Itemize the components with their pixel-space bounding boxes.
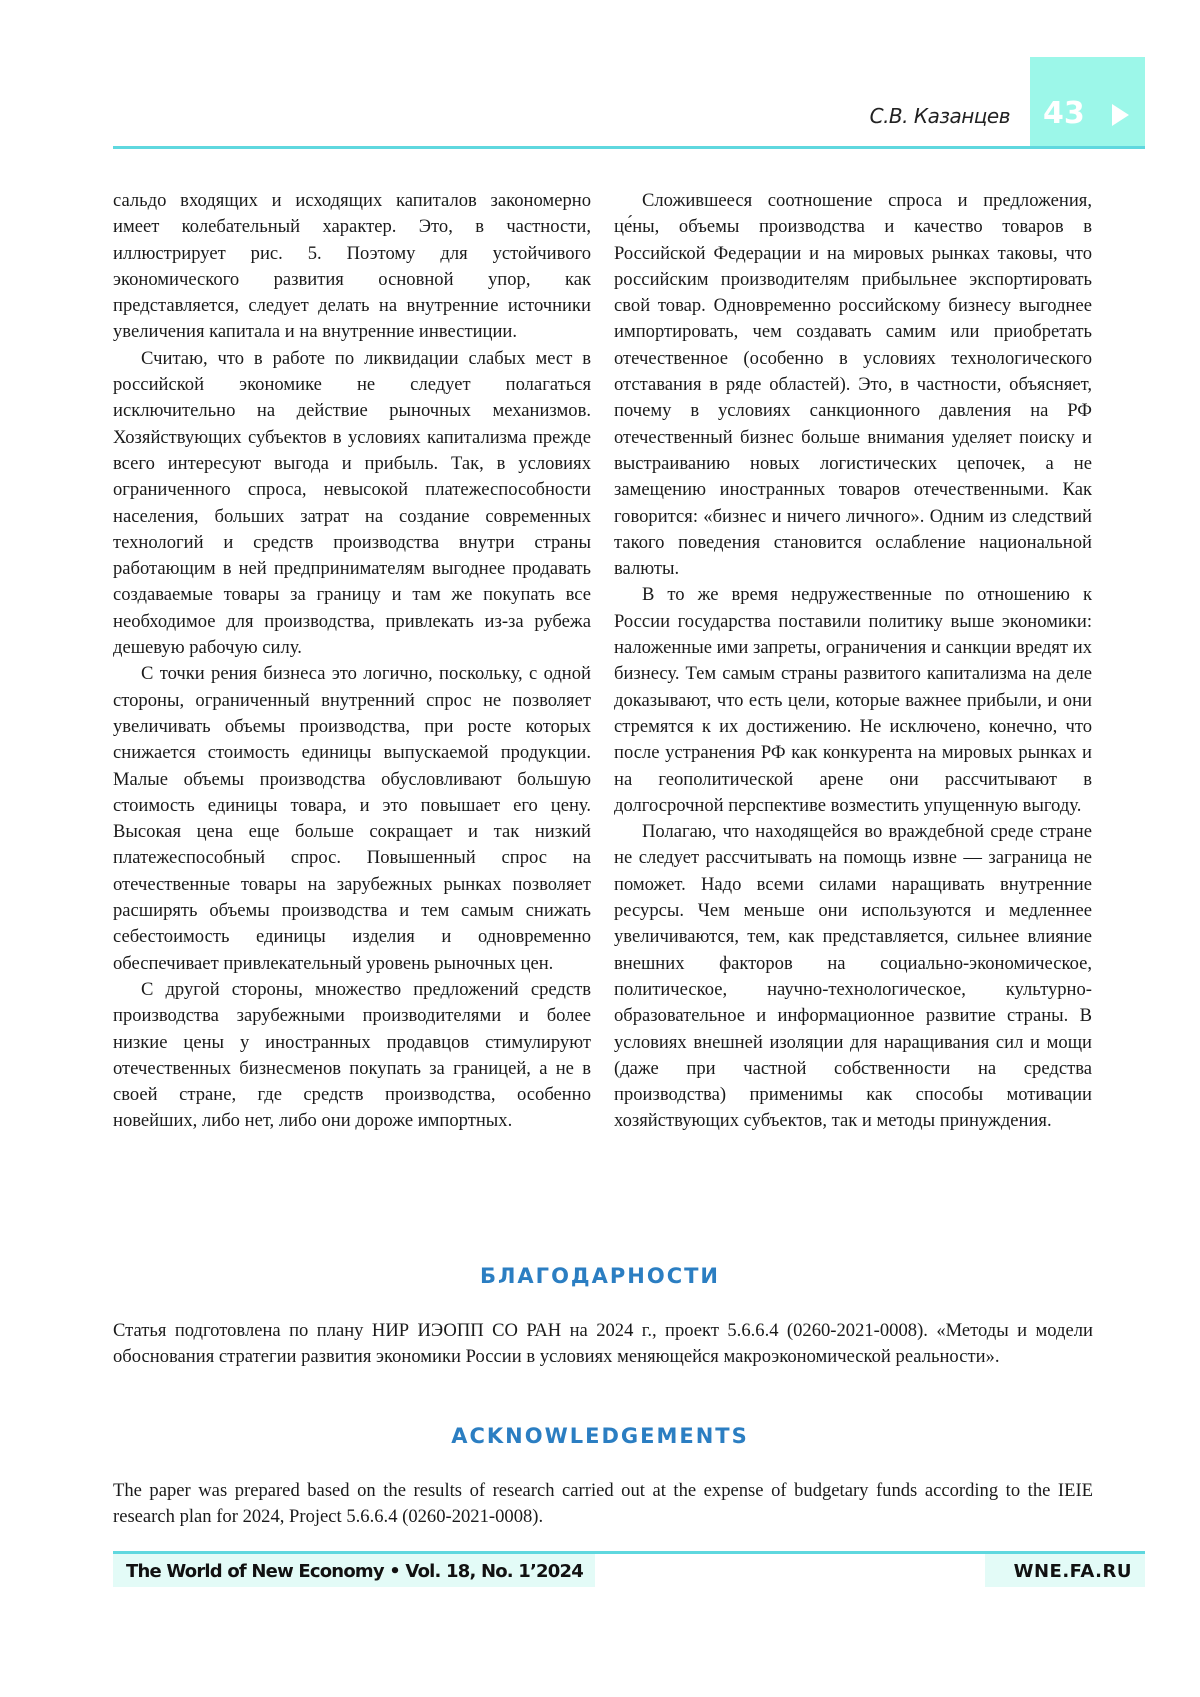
footer-journal: The World of New Economy • Vol. 18, No. 1’2024 (126, 1561, 583, 1582)
page-number: 43 (1043, 96, 1085, 131)
acknowledgements-heading: ACKNOWLEDGEMENTS (0, 1424, 1200, 1448)
paragraph: С другой стороны, множество предложений средств производства зарубежными производителями и более низкие цены у иностранных продавцов стимулируют отечественных бизнесменов покупать за границей, а не в своей стране, где средств производства, особенно новейших, либо нет, либо они дороже импортных. (113, 977, 591, 1135)
acknowledgements-text: The paper was prepared based on the results of research carried out at the expense of budgetary funds according to the IEIE research plan for 2024, Project 5.6.6.4 (0260-2021-0008). (113, 1478, 1093, 1531)
right-column (614, 188, 1092, 1135)
running-author: С.В. Казанцев (870, 104, 1010, 128)
thanks-heading: БЛАГОДАРНОСТИ (0, 1264, 1200, 1288)
paragraph: сальдо входящих и исходящих капиталов закономерно имеет колебательный характер. Это, в частности, иллюстрирует рис. 5. Поэтому для устойчивого экономического развития основной упор, как представляется, следует делать на внутренние источники увеличения капитала и на внутренние инвестиции. (113, 188, 591, 346)
thanks-text: Статья подготовлена по плану НИР ИЭОПП СО РАН на 2024 г., проект 5.6.6.4 (0260-2021-0008). «Методы и модели обоснования стратегии развития экономики России в условиях меняющейся макроэкономической реальности». (113, 1318, 1093, 1371)
footer-site-link[interactable]: WNE.FA.RU (1014, 1561, 1132, 1582)
paragraph: Сложившееся соотношение спроса и предложения, це́ны, объемы производства и качество товаров в Российской Федерации и на мировых рынках таковы, что российским производителям прибыльнее экспортировать свой товар. Одновременно российскому бизнесу выгоднее импортировать, чем создавать самим или приобретать отечественное (особенно в условиях технологического отставания в ряде областей). Это, в частности, объясняет, почему в условиях санкционного давления на РФ отечественный бизнес больше внимания уделяет поиску и выстраиванию новых логистических цепочек, а не замещению иностранных товаров отечественными. Как говорится: «бизнес и ничего личного». Одним из следствий такого поведения становится ослабление национальной валюты. (614, 188, 1092, 582)
paragraph: Полагаю, что находящейся во враждебной среде стране не следует рассчитывать на помощь извне — заграница не поможет. Надо всеми силами наращивать внутренние ресурсы. Чем меньше они используются и медленнее увеличиваются, тем, как представляется, сильнее влияние внешних факторов на социально-экономическое, политическое, научно-технологическое, культурно-образовательное и информационное развитие страны. В условиях внешней изоляции для наращивания сил и мощи (даже при частной собственности на средства производства) применимы как способы мотивации хозяйствующих субъектов, так и методы принуждения. (614, 819, 1092, 1135)
paragraph: С точки рения бизнеса это логично, поскольку, с одной стороны, ограниченный внутренний спрос не позволяет увеличивать объемы производства, при росте которых снижается стоимость единицы выпускаемой продукции. Малые объемы производства обусловливают большую стоимость единицы товара, и это повышает его цену. Высокая цена еще больше сокращает и так низкий платежеспособный спрос. Повышенный спрос на отечественные товары на зарубежных рынках позволяет расширять объемы производства и тем самым снижать себестоимость единицы изделия и одновременно обеспечивает привлекательный уровень рыночных цен. (113, 661, 591, 977)
paragraph: Считаю, что в работе по ликвидации слабых мест в российской экономике не следует полагаться исключительно на действие рыночных механизмов. Хозяйствующих субъектов в условиях капитализма прежде всего интересуют выгода и прибыль. Так, в условиях ограниченного спроса, невысокой платежеспособности населения, больших затрат на создание современных технологий и средств производства внутри страны работающим в ней предпринимателям выгоднее продавать создаваемые товары за границу и там же покупать все необходимое для производства, привлекать из-за рубежа дешевую рабочую силу. (113, 346, 591, 662)
header-divider (113, 146, 1145, 149)
paragraph: В то же время недружественные по отношению к России государства поставили политику выше экономики: наложенные ими запреты, ограничения и санкции вредят их бизнесу. Тем самым страны развитого капитализма на деле доказывают, что есть цели, которые важнее прибыли, и они стремятся к их достижению. Не исключено, конечно, что после устранения РФ как конкурента на мировых рынках и на геополитической арене они рассчитывают в долгосрочной перспективе возместить упущенную выгоду. (614, 582, 1092, 819)
right-triangle-icon (1112, 104, 1129, 126)
left-column (113, 188, 591, 1135)
